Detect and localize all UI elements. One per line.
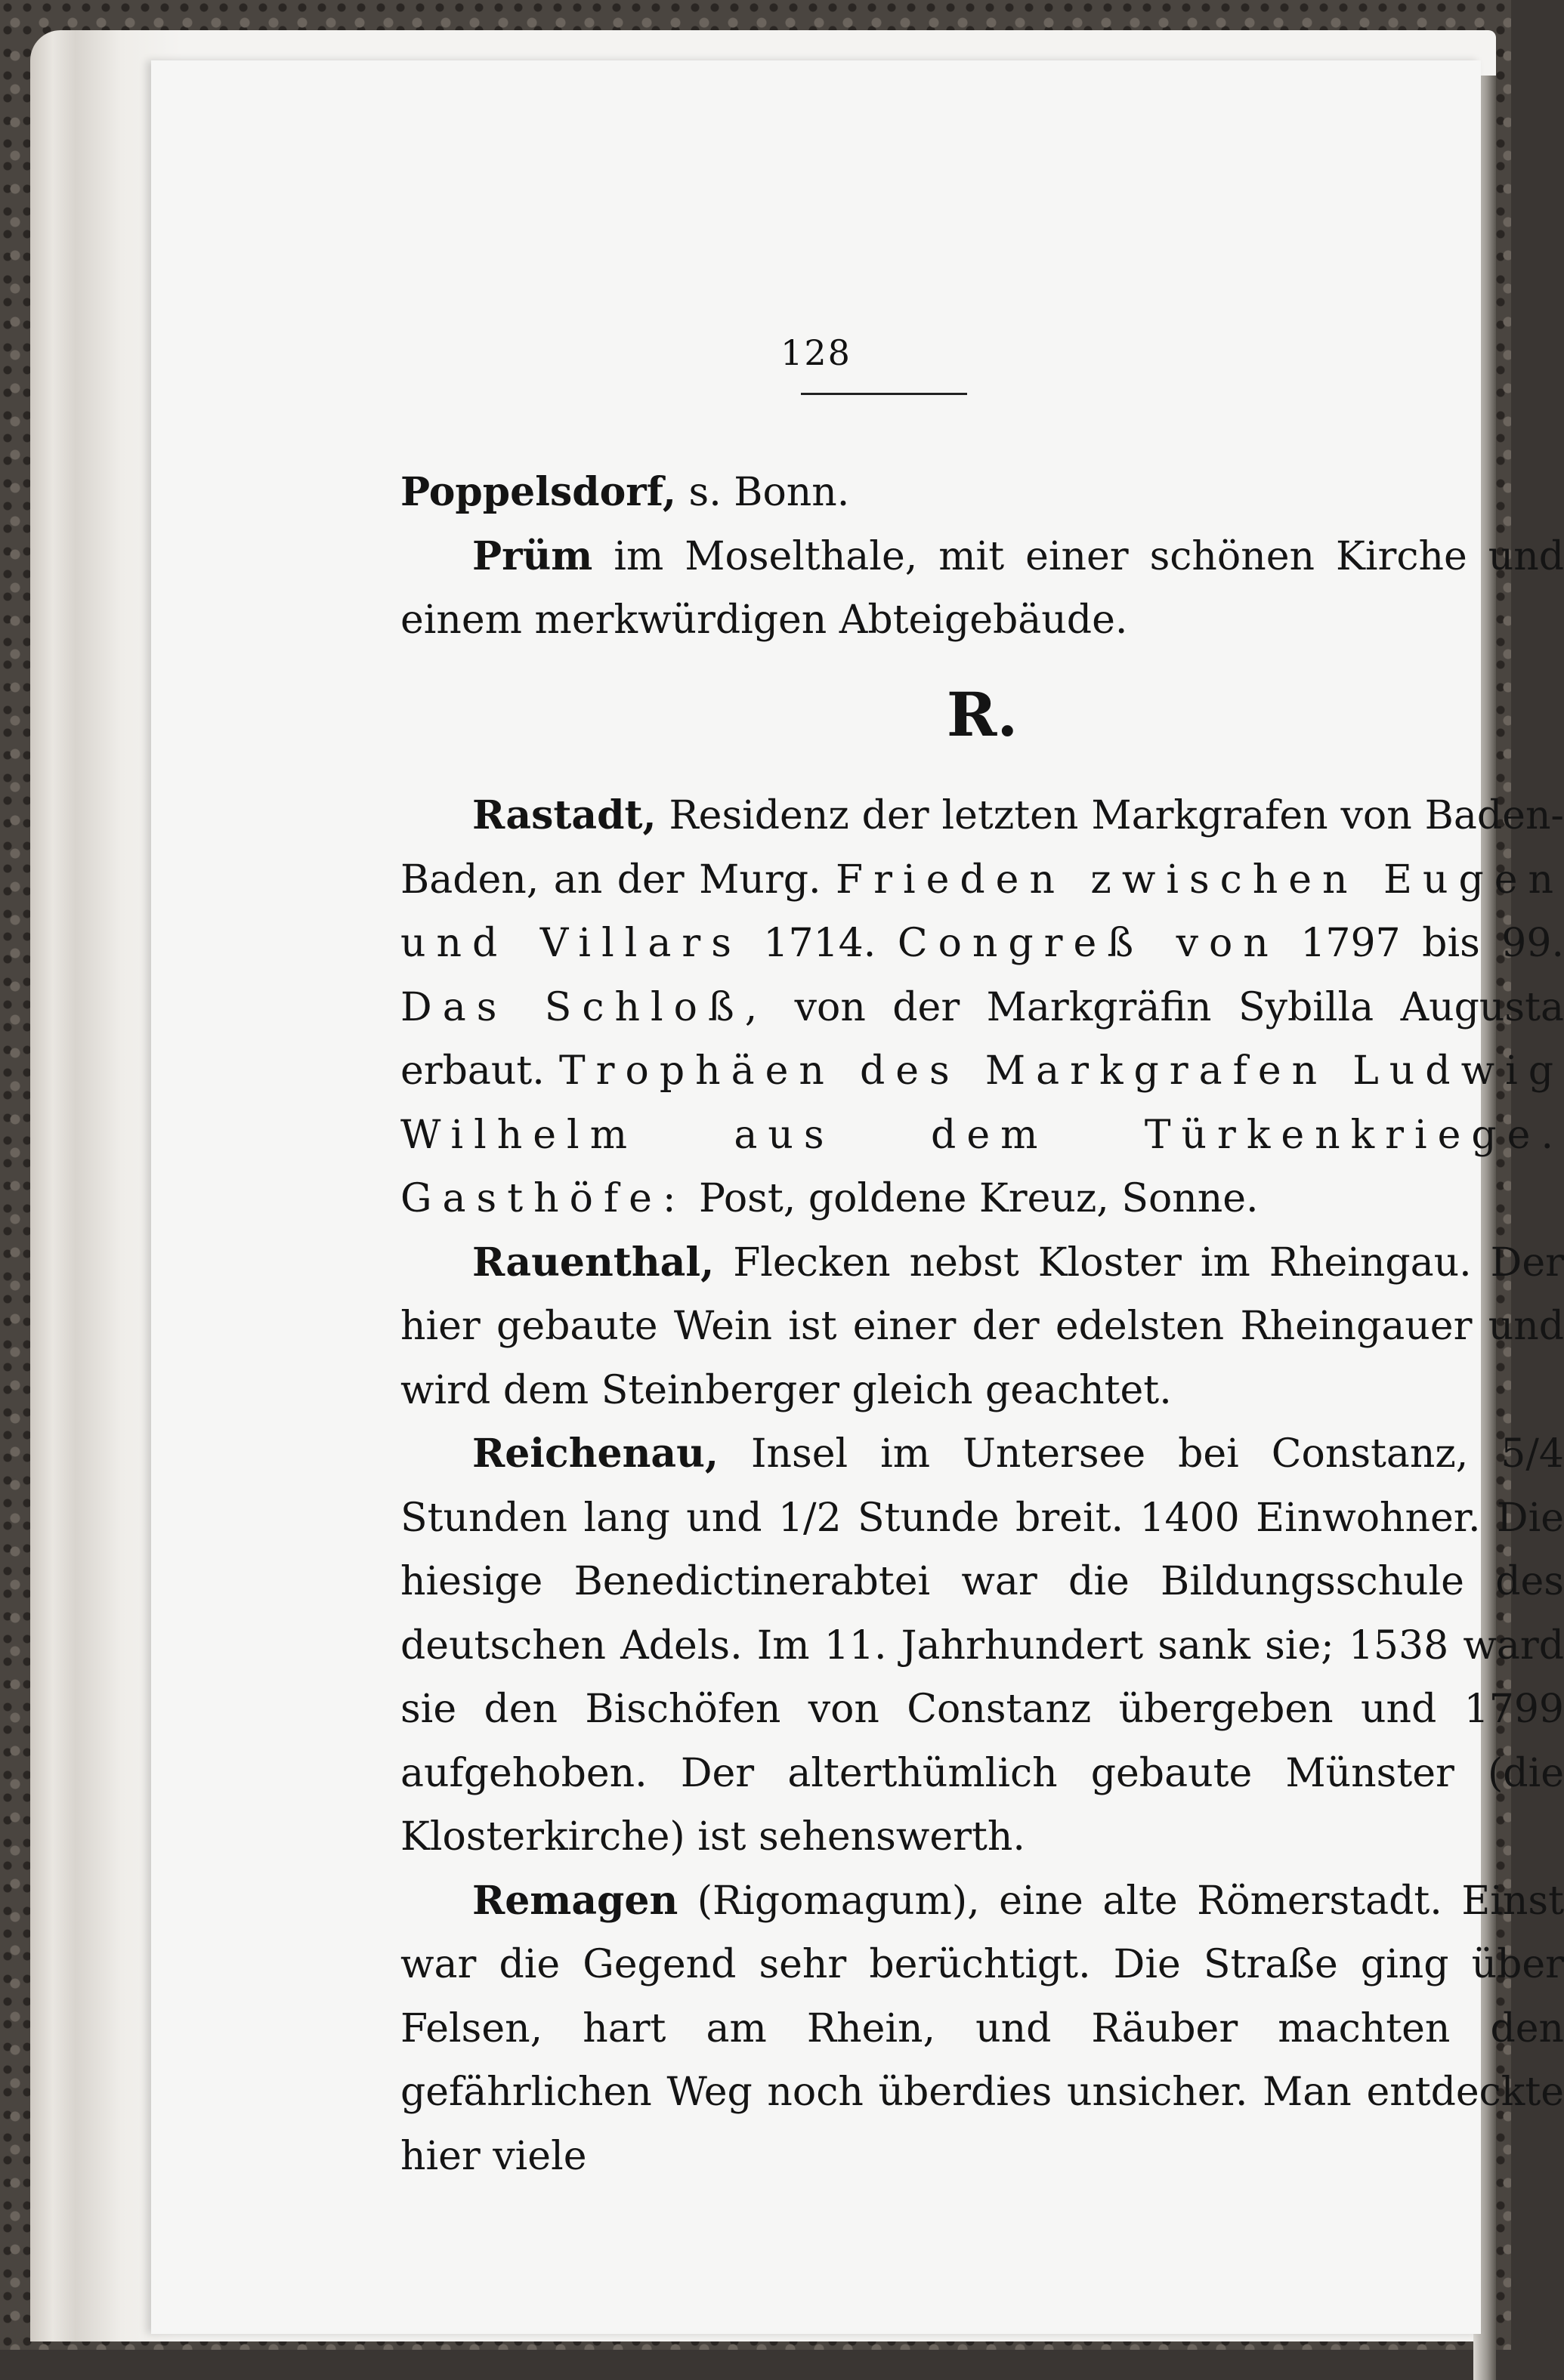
entry-headword: Poppelsdorf, (400, 469, 676, 515)
entry-rauenthal (400, 1231, 1564, 1423)
page-number: 128 (780, 332, 852, 373)
page-body (400, 461, 1564, 2188)
entry-reichenau (400, 1422, 1564, 1869)
entry-remagen (400, 1869, 1564, 2189)
entry-text: von der Markgräfin Sybilla Augusta erbaut. (400, 984, 1564, 1094)
entry-text-spaced: Congreß von (897, 921, 1279, 966)
entry-headword: Reichenau, (472, 1431, 719, 1477)
entry-text: 1797 bis 99. (1278, 921, 1564, 966)
entry-text: (Rigomagum), eine alte Römerstadt. Einst war die Gegend sehr berüchtigt. Die Straße ging über Felsen, hart am Rhein, und Räuber machten den gefährlichen Weg noch überdies unsicher. Man entdeckte hier viele (400, 1878, 1564, 2179)
book-page (151, 60, 1564, 2334)
entry-text-spaced: Das Schloß, (400, 984, 768, 1030)
entry-text-spaced: Frieden zwischen Eugen und Villars (400, 857, 1564, 966)
entry-headword: Rastadt, (472, 792, 657, 838)
entry-text: Residenz der letzten Markgrafen von Baden-Baden, an der Murg. (400, 793, 1564, 903)
entry-text-spaced: Trophäen des Markgrafen Ludwig Wilhelm aus dem Türkenkriege. (400, 1048, 1564, 1158)
entry-poppelsdorf (400, 461, 1564, 525)
entry-rastadt (400, 784, 1564, 1231)
section-letter: R. (946, 678, 1018, 750)
entry-text: 1714. (741, 921, 898, 966)
entry-headword: Prüm (472, 532, 593, 579)
entry-text-spaced: Gasthöfe: (400, 1176, 687, 1221)
entry-text: Flecken nebst Kloster im Rheingau. Der hier gebaute Wein ist einer der edelsten Rheingauer und wird dem Steinberger gleich geachtet. (400, 1239, 1564, 1413)
entry-text: Insel im Untersee bei Constanz, 5/4 Stunden lang und 1/2 Stunde breit. 1400 Einwohner. Die hiesige Benedictinerabtei war die Bildungsschule des deutschen Adels. Im 11. Jahrhundert sank sie; 1538 ward sie den Bischöfen von Constanz übergeben und 1799 aufgehoben. Der alterthümlich gebaute Münster (die Klosterkirche) ist sehenswerth. (400, 1431, 1564, 1860)
entry-headword: Remagen (472, 1877, 678, 1924)
entry-text: s. Bonn. (676, 470, 850, 515)
entry-headword: Rauenthal, (472, 1239, 715, 1286)
entry-pruem (400, 525, 1564, 653)
header-rule (801, 393, 967, 395)
page-header (151, 332, 1481, 373)
entry-text: im Moselthale, mit einer schönen Kirche und einem merkwürdigen Abteigebäude. (400, 533, 1564, 643)
entry-text: Post, goldene Kreuz, Sonne. (686, 1176, 1259, 1221)
